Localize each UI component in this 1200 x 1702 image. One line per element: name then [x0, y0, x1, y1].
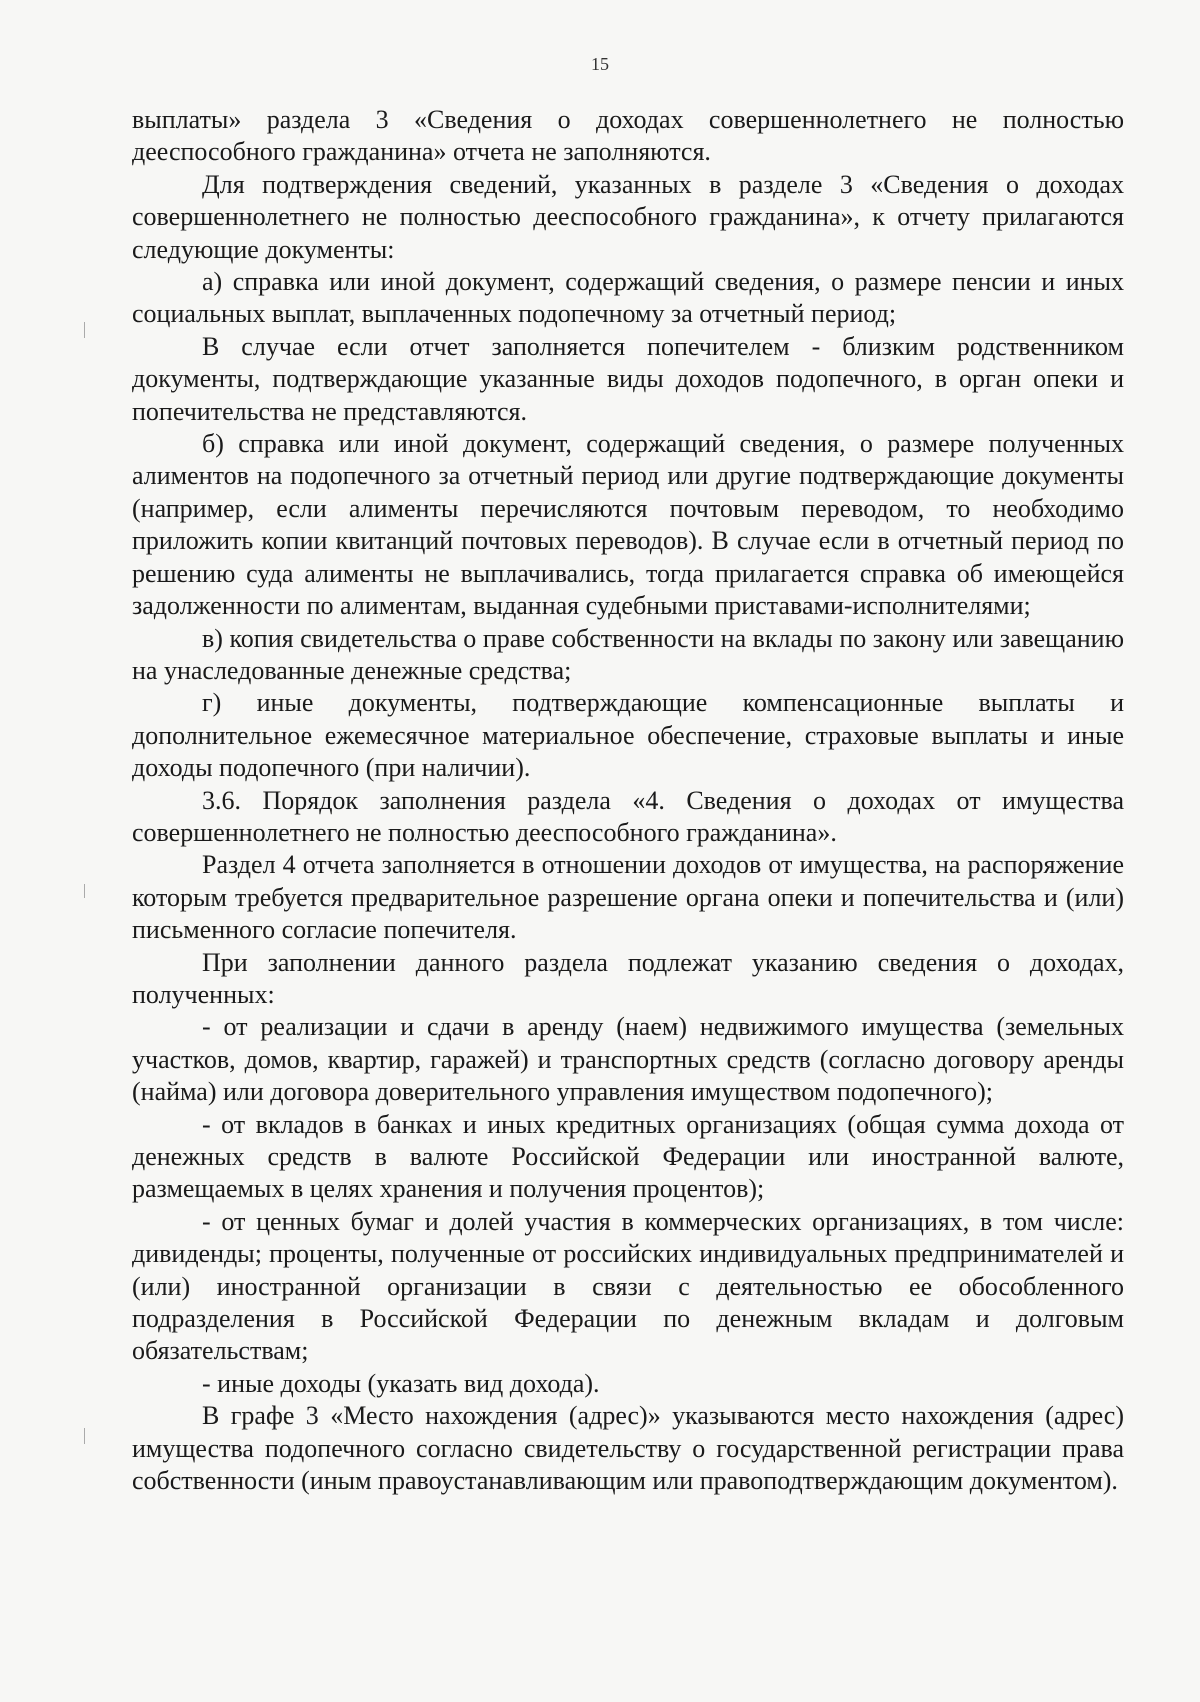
page-number: 15 — [591, 54, 609, 74]
section-heading-3-6: 3.6. Порядок заполнения раздела «4. Сведения о доходах от имущества совершеннолетнего не полностью дееспособного гражданина». — [132, 785, 1124, 847]
list-item-b: б) справка или иной документ, содержащий сведения, о размере полученных алиментов на подопечного за отчетный период или другие подтверждающие документы (например, если алименты перечисляются почтовым переводом, то необходимо приложить копии квитанций почтовых переводов). В случае если в отчетный период по решению суда алименты не выплачивались, тогда прилагается справка об имеющейся задолженности по алиментам, выданная судебными приставами-исполнителями; — [132, 429, 1124, 621]
paragraph-column-3: В графе 3 «Место нахождения (адрес)» указываются место нахождения (адрес) имущества подопечного согласно свидетельству о государственной регистрации права собственности (иным правоустанавливающим или правоподтверждающим документом). — [132, 1401, 1124, 1496]
paragraph-continuation: выплаты» раздела 3 «Сведения о доходах совершеннолетнего не полностью дееспособного гражданина» отчета не заполняются. — [132, 105, 1124, 167]
list-item-g: г) иные документы, подтверждающие компенсационные выплаты и дополнительное ежемесячное материальное обеспечение, страховые выплаты и иные доходы подопечного (при наличии). — [132, 688, 1124, 783]
paragraph-section-4: Раздел 4 отчета заполняется в отношении доходов от имущества, на распоряжение которым требуется предварительное разрешение органа опеки и попечительства и (или) письменного согласие попечителя. — [132, 850, 1124, 945]
paragraph-income-intro: При заполнении данного раздела подлежат указанию сведения о доходах, полученных: — [132, 947, 1124, 1009]
list-item-deposits: - от вкладов в банках и иных кредитных организациях (общая сумма дохода от денежных средств в валюте Российской Федерации или иностранной валюте, размещаемых в целях хранения и получения процентов); — [132, 1109, 1124, 1204]
list-item-a: а) справка или иной документ, содержащий сведения, о размере пенсии и иных социальных выплат, выплаченных подопечному за отчетный период; — [132, 267, 1124, 329]
list-item-other-income: - иные доходы (указать вид дохода). — [202, 1368, 600, 1398]
scan-artifact — [84, 322, 85, 338]
paragraph-close-relative: В случае если отчет заполняется попечителем - близким родственником документы, подтверждающие указанные виды доходов подопечного, в орган опеки и попечительства не представляются. — [132, 331, 1124, 426]
scan-artifact — [84, 1428, 85, 1444]
paragraph-supporting-documents: Для подтверждения сведений, указанных в разделе 3 «Сведения о доходах совершеннолетнего не полностью дееспособного гражданина», к отчету прилагаются следующие документы: — [132, 169, 1124, 264]
list-item-real-estate: - от реализации и сдачи в аренду (наем) недвижимого имущества (земельных участков, домов, квартир, гаражей) и транспортных средств (согласно договору аренды (найма) или договора доверительного управления имуществом подопечного); — [132, 1012, 1124, 1107]
list-item-v: в) копия свидетельства о праве собственности на вклады по закону или завещанию на унаследованные денежные средства; — [132, 623, 1124, 685]
scan-artifact — [84, 884, 85, 898]
document-body — [132, 104, 1124, 1497]
list-item-securities: - от ценных бумаг и долей участия в коммерческих организациях, в том числе: дивиденды; проценты, полученные от российских индивидуальных предпринимателей и (или) иностранной организации в связи с деятельностью ее обособленного подразделения в Российской Федерации по денежным вкладам и долговым обязательствам; — [132, 1206, 1124, 1366]
